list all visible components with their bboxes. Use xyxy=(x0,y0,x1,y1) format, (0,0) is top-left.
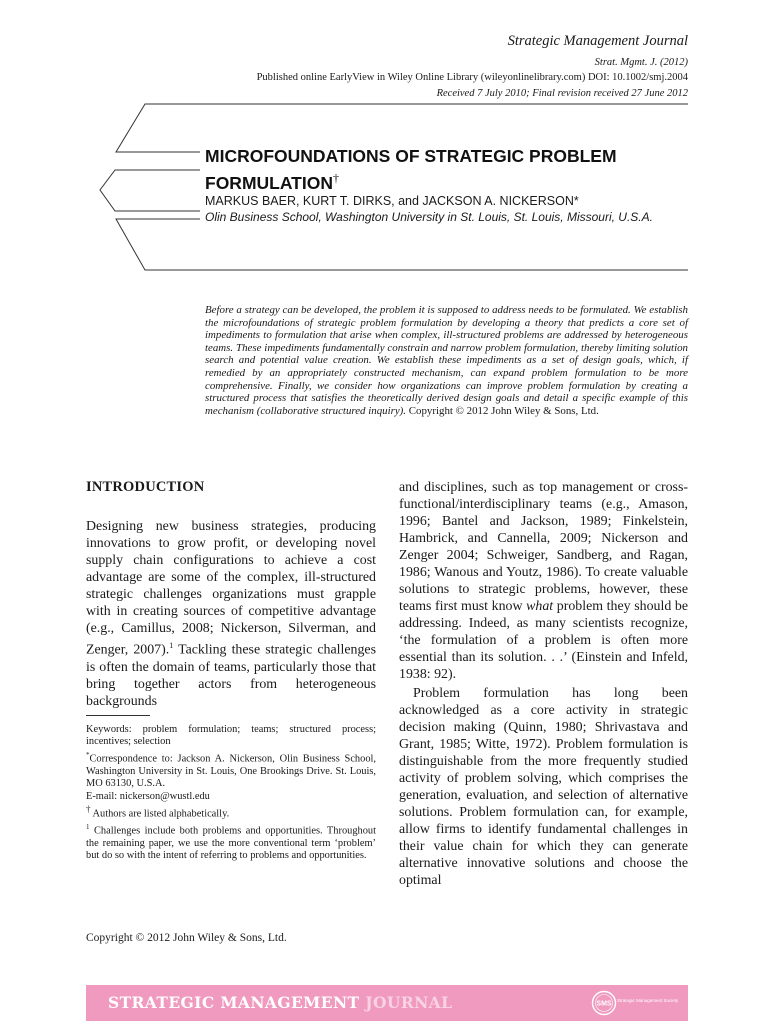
journal-footer-title: STRATEGIC MANAGEMENT JOURNAL xyxy=(108,993,453,1012)
section-heading-introduction: INTRODUCTION xyxy=(86,479,205,495)
right-paragraph-1: and disciplines, such as top management or cross-functional/interdisciplinary teams (e.g., Amason, 1996; Bantel and Jackson, 1989; Finkelstein, Hambrick, and Cannella, 2009; Nickerson and Zenger 2004; Schweiger, Sandberg, and Ragan, 1986; Wanous and Youtz, 1986). To create valuable solutions to strategic problems, however, these teams first must know what problem they should be addressing. Indeed, as many scientists recognize, ‘the formulation of a problem is often more essential than its solution. . .’ (Einstein and Infeld, 1938: 92). xyxy=(399,480,688,682)
footnotes xyxy=(86,724,376,862)
affiliation: Olin Business School, Washington University in St. Louis, St. Louis, Missouri, U.S.A. xyxy=(205,210,653,224)
article-title: MICROFOUNDATIONS OF STRATEGIC PROBLEM FORMULATION† xyxy=(205,146,617,193)
sms-logo-label: Strategic Management Society xyxy=(617,998,679,1003)
sms-logo-text: SMS xyxy=(596,1000,612,1008)
title-dagger: † xyxy=(333,171,339,185)
footnote-ref-1[interactable]: 1 xyxy=(169,641,174,650)
correspondence-note: *Correspondence to: Jackson A. Nickerson, Olin Business School, Washington University in St. Louis, One Brookings Drive. St. Louis, MO 63130, U.S.A. xyxy=(86,750,376,790)
abstract-copyright: Copyright © 2012 John Wiley & Sons, Ltd. xyxy=(408,404,599,417)
sms-logo-icon xyxy=(591,990,617,1016)
intro-paragraph-1: Designing new business strategies, producing innovations to grow profit, or developing novel supply chain configurations to achieve a cost advantage are some of the complex, ill-structured strategic challenges organizations must grapple with in creating sources of competitive advantage (e.g., Camillus, 2008; Nickerson, Silverman, and Zenger, 2007).$^1$ Tackling these strategic challenges is often the domain of teams, particularly those that bring together actors from heterogeneous backgrounds xyxy=(86,519,376,709)
email-note: E-mail: nickerson@wustl.edu xyxy=(86,790,210,802)
journal-citation: Strat. Mgmt. J. (2012) xyxy=(594,57,688,68)
publication-info: Published online EarlyView in Wiley Online Library (wileyonlinelibrary.com) DOI: 10.1002/smj.2004 xyxy=(256,72,688,83)
footnote-1: $^1$ Challenges include both problems and opportunities. Throughout the remaining paper, we use the more conventional term ‘problem’ but do so with the intent of referring to problems and opportunities. xyxy=(86,822,376,862)
right-paragraph-2: Problem formulation has long been acknowledged as a core activity in strategic decision making (Quinn, 1980; Shrivastava and Grant, 1985; Witte, 1972). Problem formulation is distinguishable from the more frequently studied activity of problem solving, which comprises the generation, evaluation, and selection of alternative solutions. Problem formulation can, for example, allow firms to identify fundamental challenges in their value chain for which they can generate alternative innovative solutions and choose the optimal xyxy=(399,686,688,888)
abstract xyxy=(205,304,688,417)
authors: MARKUS BAER, KURT T. DIRKS, and JACKSON A. NICKERSON* xyxy=(205,194,579,208)
footer-copyright: Copyright © 2012 John Wiley & Sons, Ltd. xyxy=(86,932,287,944)
dagger-note: † Authors are listed alphabetically. xyxy=(86,803,230,820)
footnote-divider xyxy=(86,715,150,716)
received-dates: Received 7 July 2010; Final revision received 27 June 2012 xyxy=(436,88,688,99)
keywords: Keywords: problem formulation; teams; structured process; incentives; selection xyxy=(86,724,376,748)
abstract-text: Before a strategy can be developed, the problem it is supposed to address needs to be formulated. We establish the microfoundations of strategic problem formulation by developing a theory that predicts a core set of impediments to formulation that arise when complex, ill-structured problems are addressed by heterogeneous teams. These impediments fundamentally constrain and narrow problem formulation, thereby limiting solution search and potential value creation. We establish these impediments as a set of design goals, which, if remedied by an appropriately constructed mechanism, can expand problem formulation to be more comprehensive. Finally, we consider how organizations can improve problem formulation by creating a structured process that satisfies the theoretically derived design goals and detail a specific example of this mechanism (collaborative structured inquiry). xyxy=(205,304,688,417)
journal-name: Strategic Management Journal xyxy=(507,33,688,49)
